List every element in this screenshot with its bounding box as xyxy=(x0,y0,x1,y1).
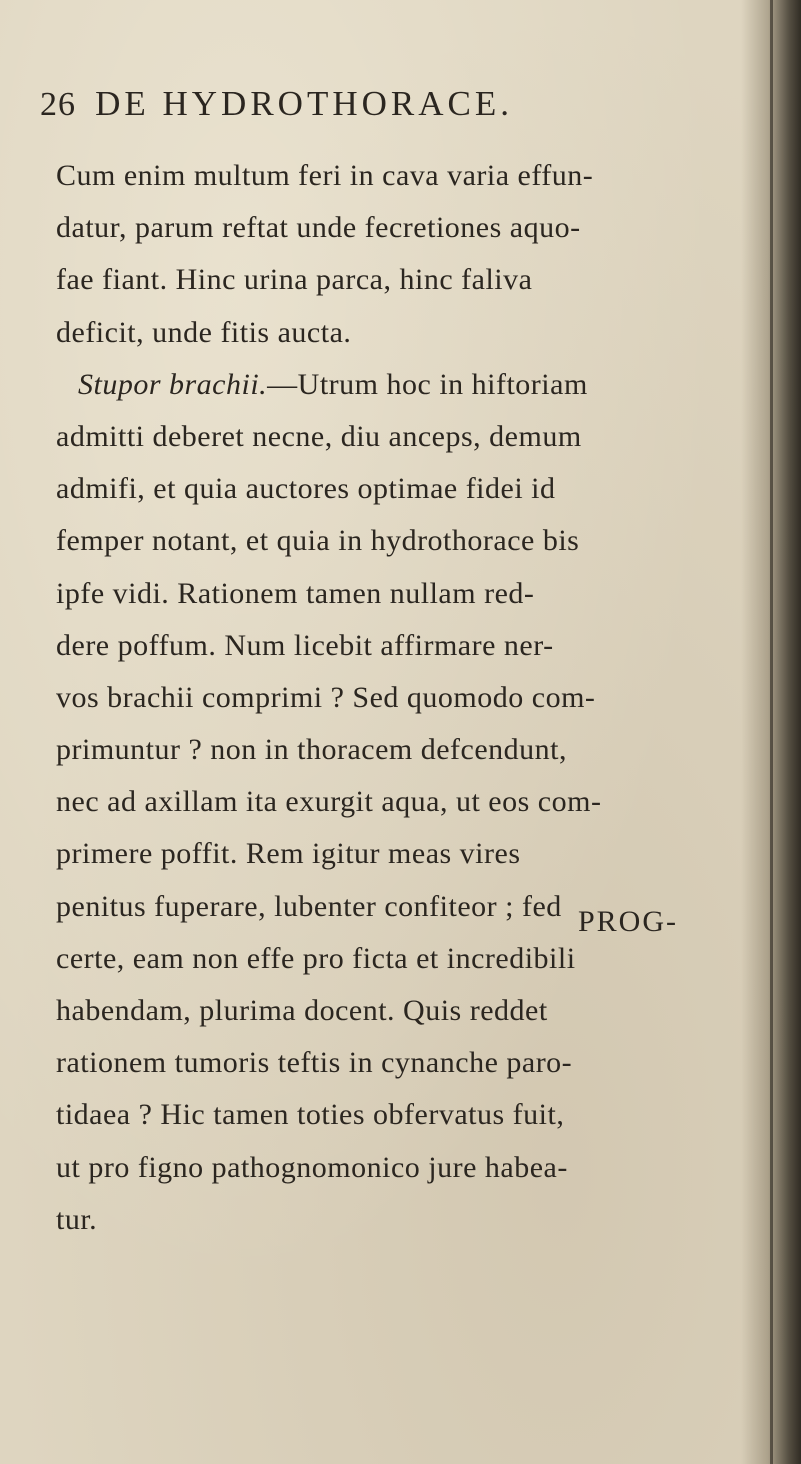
page-edge-line xyxy=(770,0,773,1464)
text-line: primuntur ? non in thoracem defcendunt, xyxy=(56,733,568,767)
text-line: Cum enim multum feri in cava varia effun- xyxy=(56,159,594,192)
text-line: ut pro figno pathognomonico jure habea- xyxy=(56,1150,568,1184)
lead-line-rest: —Utrum hoc in hiftoriam xyxy=(267,367,588,401)
text-line: certe, eam non effe pro ficta et incredibili xyxy=(56,941,576,975)
text-line: deficit, unde fitis aucta. xyxy=(56,315,352,349)
text-line: ipfe vidi. Rationem tamen nullam red- xyxy=(56,576,535,610)
text-line: dere poffum. Num licebit affirmare ner- xyxy=(56,628,554,662)
paragraph-lead-line xyxy=(56,359,746,411)
text-line: tur. xyxy=(56,1202,98,1236)
text-line: admitti deberet necne, diu anceps, demum xyxy=(56,419,582,453)
text-line: nec ad axillam ita exurgit aqua, ut eos com- xyxy=(56,785,602,819)
text-line: tidaea ? Hic tamen toties obfervatus fuit, xyxy=(56,1098,565,1132)
text-line: primere poffit. Rem igitur meas vires xyxy=(56,837,521,871)
page-header xyxy=(40,84,720,144)
text-line: penitus fuperare, lubenter confiteor ; fed xyxy=(56,889,562,923)
text-line: fae fiant. Hinc urina parca, hinc faliva xyxy=(56,263,533,297)
catchword: PROG- xyxy=(577,905,678,938)
text-line: admifi, et quia auctores optimae fidei id xyxy=(56,472,556,506)
text-line: vos brachii comprimi ? Sed quomodo com- xyxy=(56,680,596,714)
section-heading-italic: Stupor brachii. xyxy=(78,367,268,401)
page-number: 26 xyxy=(40,86,76,123)
running-title: DE HYDROTHORACE. xyxy=(95,84,513,123)
text-line: femper notant, et quia in hydrothorace bis xyxy=(56,524,580,558)
body-text xyxy=(56,150,746,1246)
text-line: habendam, plurima docent. Quis reddet xyxy=(56,994,548,1027)
text-line: datur, parum reftat unde fecretiones aquo- xyxy=(56,211,581,245)
text-line: rationem tumoris teftis in cynanche paro- xyxy=(56,1046,573,1080)
